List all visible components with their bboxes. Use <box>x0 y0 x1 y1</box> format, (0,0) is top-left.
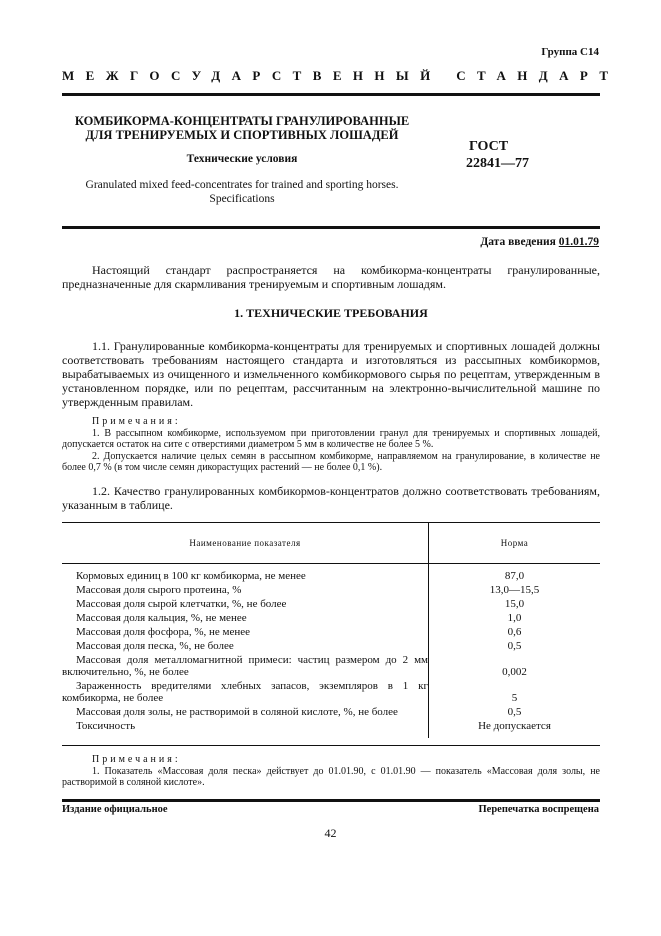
date-label: Дата введения <box>480 236 559 248</box>
row-value: 15,0 <box>504 598 525 610</box>
english-title <box>62 178 422 206</box>
row-value: 87,0 <box>504 570 525 582</box>
table-note-1: 1. Показатель «Массовая доля песка» действует до 01.01.90, с 01.01.90 — показатель «Массовая доля золы, не растворимой в соляной кислоте». <box>62 765 600 788</box>
top-rule <box>62 93 600 96</box>
date-value: 01.01.79 <box>558 236 599 248</box>
paragraph-1-1: 1.1. Гранулированные комбикорма-концентраты для тренируемых и спортивных лошадей должны соответствовать требованиям настоящего стандарта и изготовляться из рассыпных комбикормов, вырабатываемых из очищенного и измельченного комбикормового сырья по рецептам, утвержденным в установленном порядке, или по рецептам, рассчитанным на электронно-вычислительной машине по утвержденным правилам. <box>62 339 600 409</box>
table-bottom-rule <box>62 745 600 746</box>
row-name: Массовая доля кальция, %, не менее <box>62 611 429 625</box>
table-notes-title: Примечания: <box>92 754 181 765</box>
row-name: Массовая доля сырой клетчатки, %, не более <box>62 597 429 611</box>
row-value: 1,0 <box>507 612 522 624</box>
column-header-norm: Норма <box>429 523 601 564</box>
row-name: Кормовых единиц в 100 кг комбикорма, не менее <box>62 564 429 584</box>
row-name: Зараженность вредителями хлебных запасов, экземпляров в 1 кг комбикорма, не более <box>62 680 428 704</box>
title-line-2: ДЛЯ ТРЕНИРУЕМЫХ И СПОРТИВНЫХ ЛОШАДЕЙ <box>85 128 399 142</box>
note-1: 1. В рассыпном комбикорме, используемом при приготовлении гранул для тренируемых и спортивных лошадей, допускается остаток на сите с отверстиями диаметром 5 мм в количестве не более 5 %. <box>62 427 600 450</box>
row-value: 13,0—15,5 <box>489 584 540 596</box>
table-header-row <box>62 523 600 564</box>
row-name: Массовая доля фосфора, %, не менее <box>62 625 429 639</box>
table-row <box>62 653 600 679</box>
gost-number <box>466 138 529 172</box>
requirements-table <box>62 523 600 738</box>
technical-conditions: Технические условия <box>186 153 298 165</box>
row-name: Массовая доля песка, %, не более <box>62 639 429 653</box>
row-name: Токсичность <box>62 719 429 738</box>
section-title: 1. ТЕХНИЧЕСКИЕ ТРЕБОВАНИЯ <box>234 306 428 320</box>
document-title <box>62 114 422 142</box>
introduction-date <box>480 236 599 248</box>
gost-label: ГОСТ <box>469 139 509 154</box>
row-value: 0,002 <box>502 666 527 678</box>
gost-code: 22841—77 <box>466 156 529 171</box>
footer-rule <box>62 799 600 802</box>
note-2: 2. Допускается наличие целых семян в рассыпном комбикорме, направляемом на гранулирование, в количестве не более 0,7 % (в том числе семян дикорастущих растений — не более 0,1 %). <box>62 450 600 473</box>
english-title-line-1: Granulated mixed feed-concentrates for trained and sporting horses. <box>85 179 399 191</box>
table-row <box>62 719 600 738</box>
row-name: Массовая доля золы, не растворимой в соляной кислоте, %, не более <box>62 705 429 719</box>
row-name: Массовая доля металломагнитной примеси: частиц размером до 2 мм включительно, %, не более <box>62 654 428 678</box>
group-code: Группа С14 <box>541 46 599 58</box>
row-value: 0,6 <box>507 626 522 638</box>
row-name: Массовая доля сырого протеина, % <box>62 583 429 597</box>
page-number: 42 <box>324 826 337 840</box>
header-rule <box>62 226 600 229</box>
table-notes <box>62 754 600 789</box>
table-row <box>62 611 600 625</box>
table-row <box>62 639 600 653</box>
paragraph-1-2: 1.2. Качество гранулированных комбикормов-концентратов должно соответствовать требованиям, указанным в таблице. <box>62 484 600 512</box>
column-header-name: Наименование показателя <box>62 523 429 564</box>
table-row <box>62 597 600 611</box>
official-edition: Издание официальное <box>62 804 168 815</box>
table-row <box>62 583 600 597</box>
row-value: 0,5 <box>507 640 522 652</box>
notes-title: Примечания: <box>92 416 181 427</box>
table-row <box>62 564 600 584</box>
title-line-1: КОМБИКОРМА-КОНЦЕНТРАТЫ ГРАНУЛИРОВАННЫЕ <box>74 114 410 128</box>
intro-paragraph: Настоящий стандарт распространяется на комбикорма-концентраты гранулированные, предназначенные для скармливания тренируемым и спортивным лошадям. <box>62 263 600 291</box>
row-value: 5 <box>511 692 518 704</box>
notes-block <box>62 416 600 474</box>
table-row <box>62 705 600 719</box>
reprint-prohibited: Перепечатка воспрещена <box>478 804 599 815</box>
row-value: Не допускается <box>478 720 551 732</box>
english-title-line-2: Specifications <box>209 193 275 205</box>
table-row <box>62 625 600 639</box>
row-value: 0,5 <box>507 706 522 718</box>
table-row <box>62 679 600 705</box>
interstate-standard-heading: МЕЖГОСУДАРСТВЕННЫЙ СТАНДАРТ <box>62 68 620 83</box>
